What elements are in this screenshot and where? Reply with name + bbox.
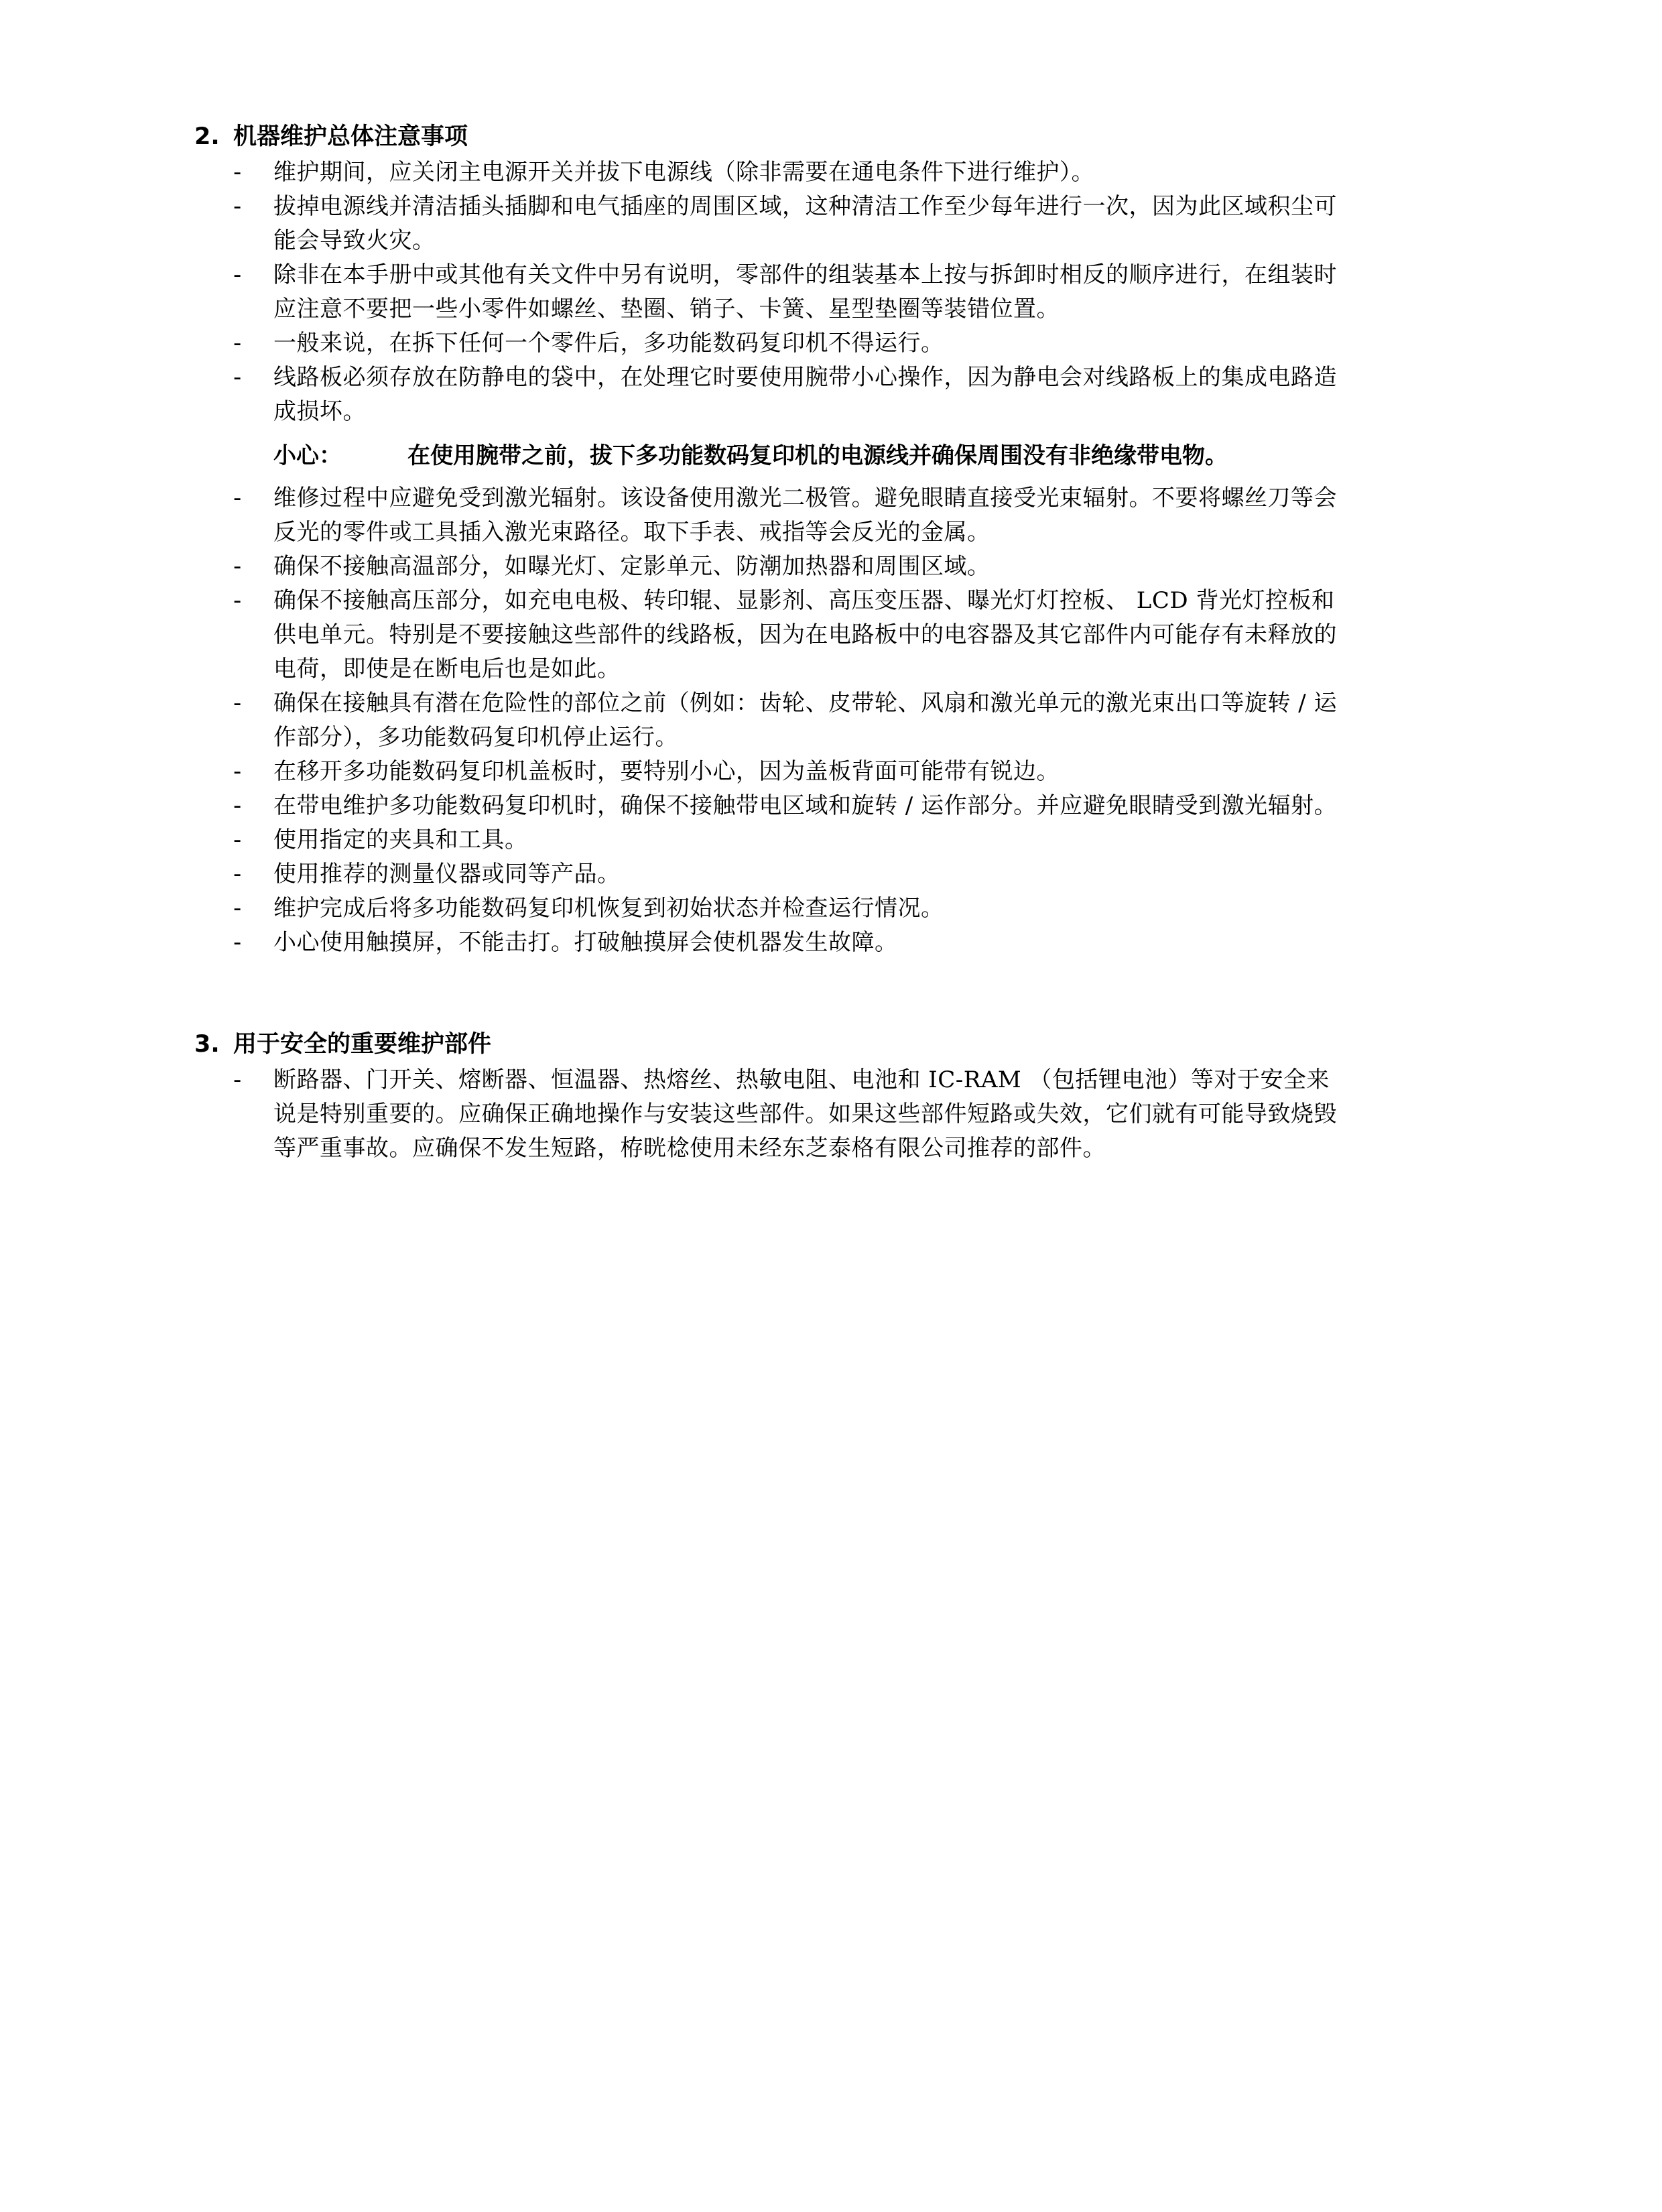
bullet-dash: - <box>233 261 242 288</box>
list-item <box>194 789 1454 823</box>
section-2 <box>194 118 1454 960</box>
list-item-text: 维修过程中应避免受到激光辐射。该设备使用激光二极管。避免眼睛直接受光束辐射。不要将螺丝刀等会反光的零件或工具插入激光束路径。取下手表、戒指等会反光的金属。 <box>273 485 1337 546</box>
list-item-text: 确保不接触高温部分，如曝光灯、定影单元、防潮加热器和周围区域。 <box>273 553 990 580</box>
list-item-text: 线路板必须存放在防静电的袋中，在处理它时要使用腕带小心操作，因为静电会对线路板上的集成电路造成损坏。 <box>273 364 1337 425</box>
list-item-text: 在带电维护多功能数码复印机时，确保不接触带电区域和旋转 / 运作部分。并应避免眼睛受到激光辐射。 <box>273 792 1338 819</box>
bullet-dash: - <box>233 364 242 391</box>
list-item-text: 除非在本手册中或其他有关文件中另有说明，零部件的组装基本上按与拆卸时相反的顺序进行，在组装时应注意不要把一些小零件如螺丝、垫圈、销子、卡簧、星型垫圈等装错位置。 <box>273 261 1337 322</box>
list-item-text: 确保不接触高压部分，如充电电极、转印辊、显影剂、高压变压器、曝光灯灯控板、 LCD 背光灯控板和供电单元。特别是不要接触这些部件的线路板，因为在电路板中的电容器及其它部件内可能存有未释放的电荷，即使是在断电后也是如此。 <box>273 587 1337 682</box>
list-item <box>194 361 1454 429</box>
list-item <box>194 156 1454 190</box>
caution-text: 在使用腕带之前，拔下多功能数码复印机的电源线并确保周围没有非绝缘带电物。 <box>407 442 1228 469</box>
list-item <box>194 550 1454 584</box>
list-item-text: 确保在接触具有潜在危险性的部位之前（例如：齿轮、皮带轮、风扇和激光单元的激光束出口等旋转 / 运作部分），多功能数码复印机停止运行。 <box>273 690 1338 751</box>
list-item <box>194 892 1454 926</box>
bullet-dash: - <box>233 861 242 887</box>
bullet-dash: - <box>233 587 242 614</box>
bullet-dash: - <box>233 553 242 580</box>
list-item <box>194 258 1454 326</box>
section-heading <box>194 118 1454 156</box>
list-item <box>194 1063 1454 1166</box>
caution-label: 小心： <box>273 442 342 469</box>
list-item <box>194 755 1454 789</box>
bullet-dash: - <box>233 929 242 956</box>
section-heading <box>194 1026 1454 1063</box>
bullet-dash: - <box>233 792 242 819</box>
list-item <box>194 926 1454 960</box>
bullet-dash: - <box>233 330 242 357</box>
bullet-dash: - <box>233 485 242 511</box>
section-title: 用于安全的重要维护部件 <box>233 1031 492 1058</box>
list-item-text: 使用推荐的测量仪器或同等产品。 <box>273 861 621 887</box>
list-item-text: 拔掉电源线并清洁插头插脚和电气插座的周围区域，这种清洁工作至少每年进行一次，因为此区域积尘可能会导致火灾。 <box>273 193 1337 254</box>
bullet-dash: - <box>233 895 242 922</box>
safety-parts-list <box>194 1063 1454 1166</box>
list-item <box>194 823 1454 857</box>
list-item-text: 一般来说，在拆下任何一个零件后，多功能数码复印机不得运行。 <box>273 330 944 357</box>
list-item <box>194 190 1454 258</box>
list-item-text: 在移开多功能数码复印机盖板时，要特别小心，因为盖板背面可能带有锐边。 <box>273 758 1060 785</box>
section-3 <box>194 1026 1454 1166</box>
list-item <box>194 584 1454 686</box>
precaution-list-continued <box>194 481 1454 960</box>
section-title: 机器维护总体注意事项 <box>233 123 468 150</box>
list-item <box>194 686 1454 755</box>
list-item-text: 维护期间，应关闭主电源开关并拔下电源线（除非需要在通电条件下进行维护）。 <box>273 159 1094 186</box>
bullet-dash: - <box>233 690 242 717</box>
bullet-dash: - <box>233 193 242 220</box>
section-number: 2. <box>194 123 220 150</box>
list-item-text: 小心使用触摸屏，不能击打。打破触摸屏会使机器发生故障。 <box>273 929 898 956</box>
bullet-dash: - <box>233 826 242 853</box>
list-item <box>194 481 1454 550</box>
section-number: 3. <box>194 1031 220 1058</box>
bullet-dash: - <box>233 1066 242 1093</box>
precaution-list <box>194 156 1454 429</box>
list-item-text: 使用指定的夹具和工具。 <box>273 826 528 853</box>
list-item <box>194 326 1454 361</box>
bullet-dash: - <box>233 159 242 186</box>
bullet-dash: - <box>233 758 242 785</box>
list-item-text: 断路器、门开关、熔断器、恒温器、热熔丝、热敏电阻、电池和 IC-RAM （包括锂电池）等对于安全来说是特别重要的。应确保正确地操作与安装这些部件。如果这些部件短路或失效，它们就有可能导致烧毁等严重事故。应确保不发生短路，栫晄棯使用未经东芝泰格有限公司推荐的部件。 <box>273 1066 1337 1162</box>
caution-note <box>194 438 1454 473</box>
list-item-text: 维护完成后将多功能数码复印机恢复到初始状态并检查运行情况。 <box>273 895 944 922</box>
list-item <box>194 857 1454 892</box>
